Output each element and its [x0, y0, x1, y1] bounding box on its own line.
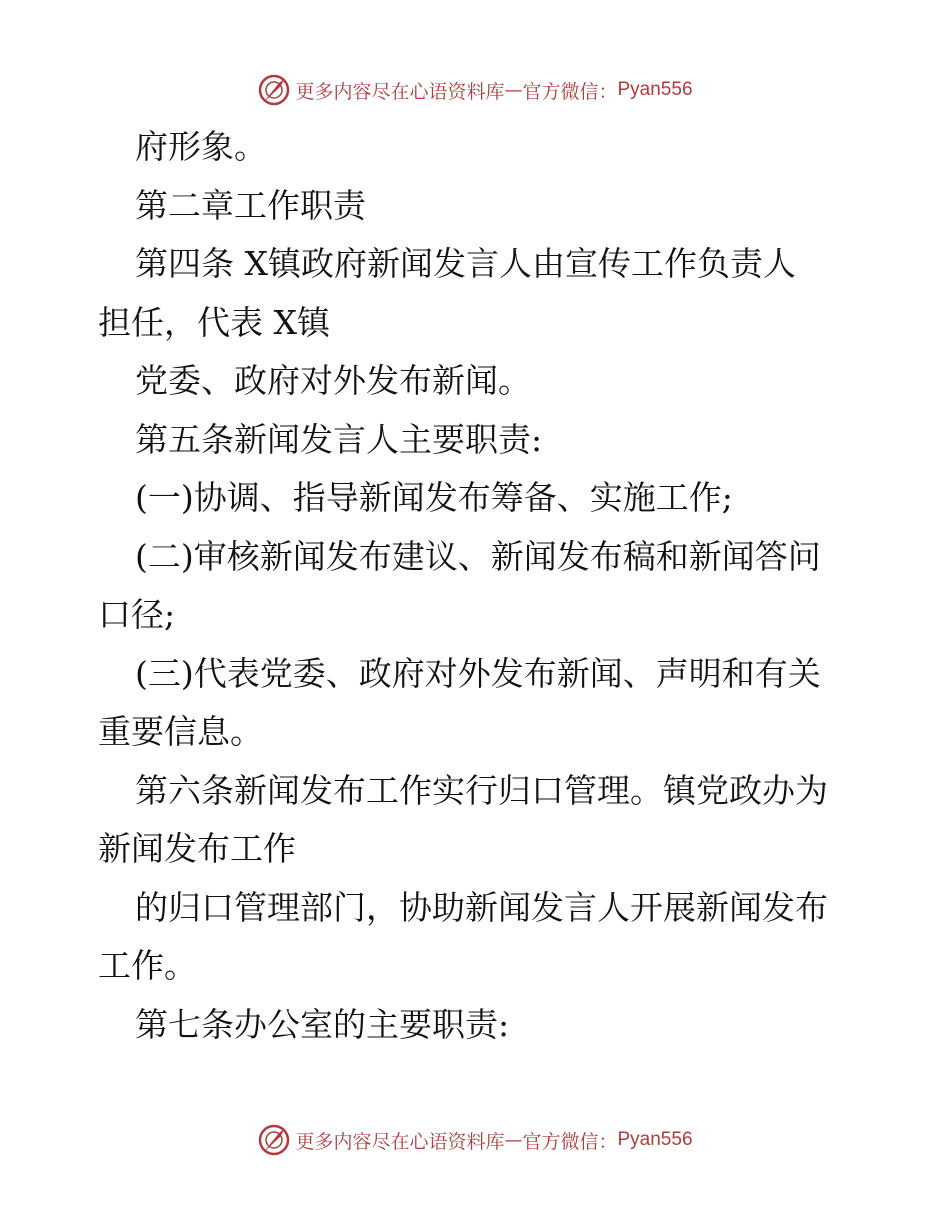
watermark-text: 更多内容尽在心语资料库 [295, 80, 505, 103]
text-line: 第四条 X镇政府新闻发言人由宣传工作负责人 [135, 244, 796, 283]
text-line: 第二章工作职责 [135, 185, 366, 225]
text-line: 党委、政府对外发布新闻。 [135, 361, 531, 400]
watermark-text: 更多内容尽在心语资料库 [295, 1130, 505, 1153]
text-line: 担任，代表 X镇 [98, 302, 330, 342]
footer-watermark [0, 1120, 950, 1160]
text-line: 第五条新闻发言人主要职责: [135, 419, 543, 459]
watermark-dash: — [504, 79, 523, 101]
text-line: (三)代表党委、政府对外发布新闻、声明和有关 [135, 653, 821, 693]
text-line: 第七条办公室的主要职责: [135, 1004, 510, 1044]
watermark-dash: — [504, 1129, 523, 1151]
text-line: 重要信息。 [98, 712, 263, 751]
quill-logo-icon [257, 73, 291, 107]
text-line: (二)审核新闻发布建议、新闻发布稿和新闻答问 [135, 536, 821, 576]
watermark-wechat-id: Pyan556 [617, 79, 693, 100]
text-line: (一)协调、指导新闻发布筹备、实施工作; [135, 478, 733, 517]
text-line: 新闻发布工作 [98, 829, 296, 868]
text-line: 第六条新闻发布工作实行归口管理。镇党政办为 [135, 770, 828, 810]
quill-logo-icon [257, 1123, 291, 1157]
watermark-wechat-id: Pyan556 [617, 1129, 693, 1150]
text-line: 工作。 [98, 946, 197, 985]
watermark-wechat-label: 官方微信： [522, 80, 618, 103]
text-line: 口径; [98, 595, 176, 634]
header-watermark [0, 70, 950, 110]
text-line: 的归口管理部门，协助新闻发言人开展新闻发布 [135, 887, 828, 927]
document-body [98, 118, 858, 1054]
watermark-wechat-label: 官方微信： [522, 1130, 618, 1153]
text-line: 府形象。 [135, 127, 267, 166]
